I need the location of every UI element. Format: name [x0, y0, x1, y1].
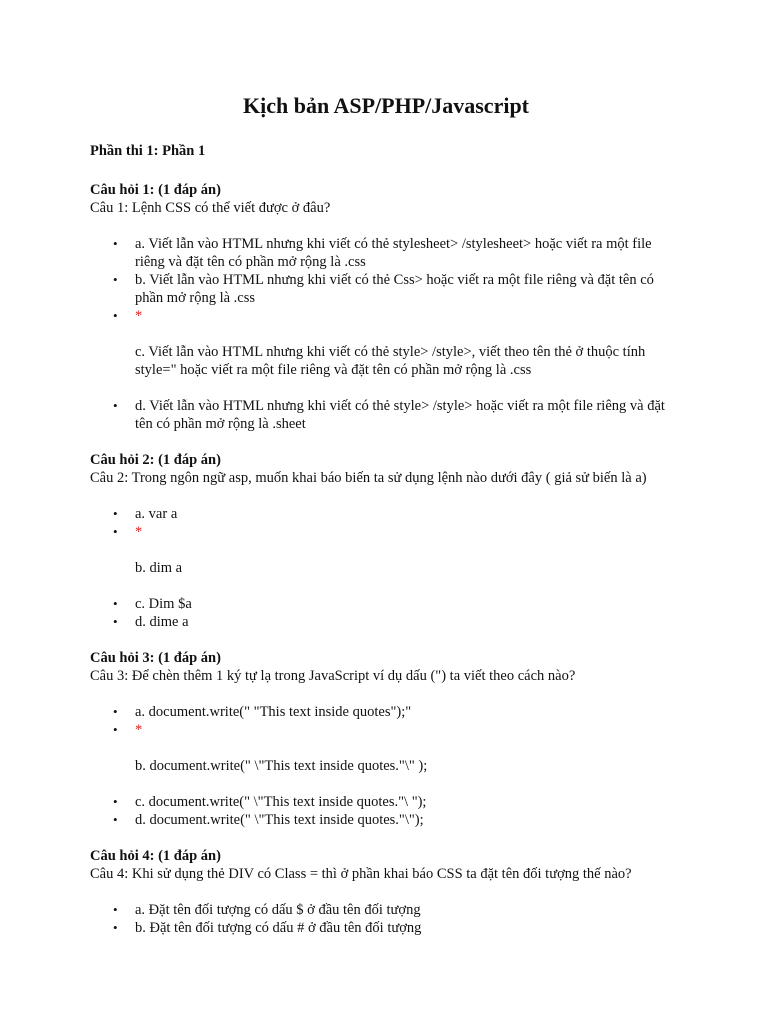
question-4 [90, 847, 682, 937]
answer-option-a: • a. var a [135, 505, 682, 523]
answer-option-a: • a. Đặt tên đối tượng có dấu $ ở đầu tên đối tượng [135, 901, 682, 919]
answer-option-d: • d. Viết lẫn vào HTML nhưng khi viết có thẻ style> /style> hoặc viết ra một file riêng và đặt tên có phần mở rộng là .sheet [135, 397, 682, 433]
question-header: Câu hỏi 2: (1 đáp án) [90, 452, 221, 468]
answer-list [90, 703, 682, 829]
question-text: Câu 2: Trong ngôn ngữ asp, muốn khai báo biến ta sử dụng lệnh nào dưới đây ( giả sử biến là a) [90, 470, 647, 486]
answer-option-a: • a. document.write(" "This text inside quotes");" [135, 703, 682, 721]
correct-answer-marker: * [135, 308, 143, 324]
answer-option-c: • c. Dim $a [135, 595, 682, 613]
answer-list [90, 505, 682, 631]
answer-list [90, 235, 682, 433]
document-title: Kịch bản ASP/PHP/Javascript [242, 93, 530, 118]
question-text: Câu 1: Lệnh CSS có thể viết được ở đâu? [90, 200, 331, 216]
answer-option-b-text: b. dim a [135, 560, 183, 576]
document-page [90, 92, 682, 955]
answer-option-b: • b. Đặt tên đối tượng có dấu # ở đầu tên đối tượng [135, 919, 682, 937]
question-header: Câu hỏi 4: (1 đáp án) [90, 848, 221, 864]
correct-answer-marker: * [135, 524, 143, 540]
answer-option-b [135, 721, 682, 775]
question-header: Câu hỏi 1: (1 đáp án) [90, 182, 221, 198]
answer-list [90, 901, 682, 937]
section-label: Phần thi 1: Phần 1 [90, 143, 206, 159]
answer-option-c-text: c. Viết lẫn vào HTML nhưng khi viết có thẻ style> /style>, viết theo tên thẻ ở thuộc tính style=" hoặc viết ra một file riêng và đặt tên có phần mở rộng là .css [135, 344, 646, 378]
question-3 [90, 649, 682, 829]
correct-answer-marker: * [135, 722, 143, 738]
question-text: Câu 4: Khi sử dụng thẻ DIV có Class = thì ở phần khai báo CSS ta đặt tên đối tượng thế nào? [90, 866, 632, 882]
question-text: Câu 3: Để chèn thêm 1 ký tự lạ trong JavaScript ví dụ dấu (") ta viết theo cách nào? [90, 668, 576, 684]
answer-option-b: • b. Viết lẫn vào HTML nhưng khi viết có thẻ Css> hoặc viết ra một file riêng và đặt tên có phần mở rộng là .css [135, 271, 682, 307]
answer-option-d: • d. document.write(" \"This text inside quotes."\"); [135, 811, 682, 829]
question-2 [90, 451, 682, 631]
answer-option-c: • c. document.write(" \"This text inside quotes."\ "); [135, 793, 682, 811]
answer-option-b-text: b. document.write(" \"This text inside quotes."\" ); [135, 758, 428, 774]
answer-option-c [135, 307, 682, 379]
question-header: Câu hỏi 3: (1 đáp án) [90, 650, 221, 666]
question-1 [90, 181, 682, 433]
answer-option-b [135, 523, 682, 577]
answer-option-d: • d. dime a [135, 613, 682, 631]
answer-option-a: • a. Viết lẫn vào HTML nhưng khi viết có thẻ stylesheet> /stylesheet> hoặc viết ra một file riêng và đặt tên có phần mở rộng là .css [135, 235, 682, 271]
